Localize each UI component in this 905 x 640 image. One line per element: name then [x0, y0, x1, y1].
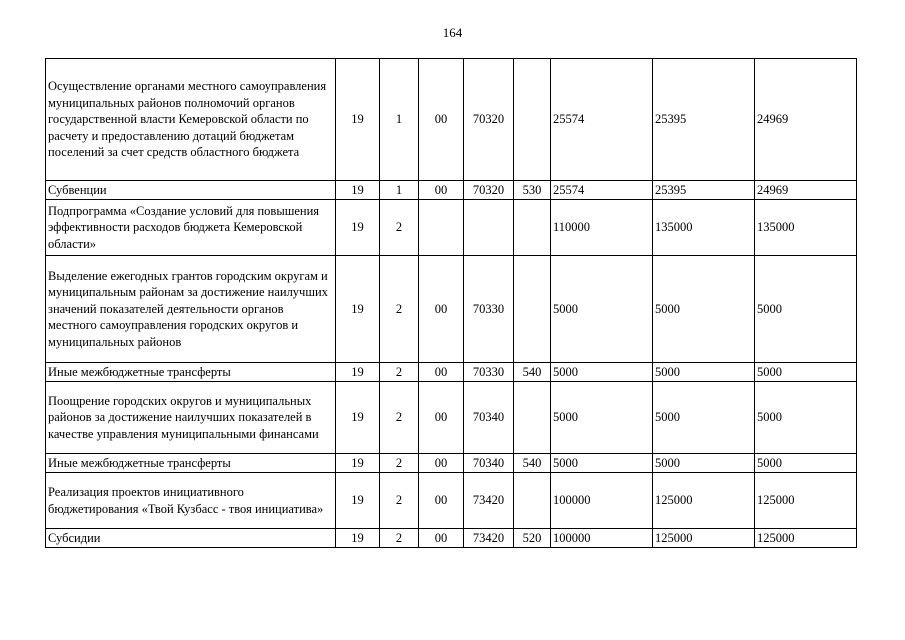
amount-year-2: 5000: [653, 256, 755, 363]
table-body: [46, 59, 857, 548]
code-program: 19: [336, 200, 380, 256]
row-name: Подпрограмма «Создание условий для повышения эффективности расходов бюджета Кемеровской области»: [46, 200, 336, 256]
amount-year-3: 5000: [755, 382, 857, 454]
code-expense-type: [514, 200, 551, 256]
table-row: [46, 529, 857, 548]
code-direction: 70340: [464, 382, 514, 454]
code-direction: 70320: [464, 59, 514, 181]
amount-year-3: 135000: [755, 200, 857, 256]
row-name: Иные межбюджетные трансферты: [46, 454, 336, 473]
amount-year-3: 5000: [755, 454, 857, 473]
code-program: 19: [336, 363, 380, 382]
page-number: 164: [442, 25, 463, 40]
code-subprogram: 2: [380, 529, 419, 548]
table-row: [46, 454, 857, 473]
table-row: [46, 382, 857, 454]
code-subprogram: 2: [380, 200, 419, 256]
table-row: [46, 59, 857, 181]
row-name: Субсидии: [46, 529, 336, 548]
code-subprogram: 1: [380, 59, 419, 181]
code-subprogram: 2: [380, 363, 419, 382]
code-subprogram: 2: [380, 256, 419, 363]
code-program: 19: [336, 59, 380, 181]
amount-year-1: 110000: [551, 200, 653, 256]
code-group: 00: [419, 363, 464, 382]
code-expense-type: 540: [514, 454, 551, 473]
amount-year-3: 125000: [755, 473, 857, 529]
code-group: 00: [419, 256, 464, 363]
code-program: 19: [336, 256, 380, 363]
table-row: [46, 256, 857, 363]
amount-year-2: 5000: [653, 454, 755, 473]
amount-year-1: 100000: [551, 529, 653, 548]
code-program: 19: [336, 473, 380, 529]
code-expense-type: [514, 382, 551, 454]
amount-year-2: 125000: [653, 473, 755, 529]
amount-year-1: 25574: [551, 181, 653, 200]
amount-year-3: 125000: [755, 529, 857, 548]
amount-year-2: 5000: [653, 363, 755, 382]
code-subprogram: 2: [380, 382, 419, 454]
table-row: [46, 473, 857, 529]
amount-year-2: 5000: [653, 382, 755, 454]
amount-year-2: 135000: [653, 200, 755, 256]
amount-year-2: 25395: [653, 59, 755, 181]
table-row: [46, 363, 857, 382]
code-direction: 73420: [464, 473, 514, 529]
amount-year-2: 125000: [653, 529, 755, 548]
code-expense-type: [514, 473, 551, 529]
code-expense-type: [514, 59, 551, 181]
code-subprogram: 1: [380, 181, 419, 200]
row-name: Иные межбюджетные трансферты: [46, 363, 336, 382]
code-direction: 73420: [464, 529, 514, 548]
amount-year-1: 100000: [551, 473, 653, 529]
code-subprogram: 2: [380, 473, 419, 529]
code-group: 00: [419, 382, 464, 454]
row-name: Осуществление органами местного самоуправления муниципальных районов полномочий органов государственной власти Кемеровской области по расчету и предоставлению дотаций бюджетам поселений за счет средств областного бюджета: [46, 59, 336, 181]
budget-table: [45, 58, 857, 548]
code-direction: 70330: [464, 256, 514, 363]
amount-year-3: 24969: [755, 181, 857, 200]
code-program: 19: [336, 181, 380, 200]
amount-year-1: 5000: [551, 382, 653, 454]
row-name: Выделение ежегодных грантов городским округам и муниципальным районам за достижение наилучших значений показателей деятельности органов местного самоуправления городских округов и муниципальных районов: [46, 256, 336, 363]
code-direction: 70340: [464, 454, 514, 473]
amount-year-1: 5000: [551, 256, 653, 363]
amount-year-2: 25395: [653, 181, 755, 200]
code-group: 00: [419, 529, 464, 548]
amount-year-1: 5000: [551, 454, 653, 473]
row-name: Реализация проектов инициативного бюджетирования «Твой Кузбасс - твоя инициатива»: [46, 473, 336, 529]
code-group: 00: [419, 454, 464, 473]
table-row: [46, 181, 857, 200]
code-expense-type: 520: [514, 529, 551, 548]
code-expense-type: [514, 256, 551, 363]
code-direction: [464, 200, 514, 256]
code-group: 00: [419, 473, 464, 529]
code-group: [419, 200, 464, 256]
amount-year-1: 25574: [551, 59, 653, 181]
code-group: 00: [419, 59, 464, 181]
code-expense-type: 540: [514, 363, 551, 382]
row-name: Субвенции: [46, 181, 336, 200]
code-program: 19: [336, 454, 380, 473]
amount-year-3: 5000: [755, 363, 857, 382]
code-direction: 70330: [464, 363, 514, 382]
code-program: 19: [336, 529, 380, 548]
code-subprogram: 2: [380, 454, 419, 473]
code-program: 19: [336, 382, 380, 454]
code-group: 00: [419, 181, 464, 200]
row-name: Поощрение городских округов и муниципальных районов за достижение наилучших показателей в качестве управления муниципальными финансами: [46, 382, 336, 454]
amount-year-3: 5000: [755, 256, 857, 363]
code-expense-type: 530: [514, 181, 551, 200]
table-row: [46, 200, 857, 256]
amount-year-3: 24969: [755, 59, 857, 181]
amount-year-1: 5000: [551, 363, 653, 382]
code-direction: 70320: [464, 181, 514, 200]
